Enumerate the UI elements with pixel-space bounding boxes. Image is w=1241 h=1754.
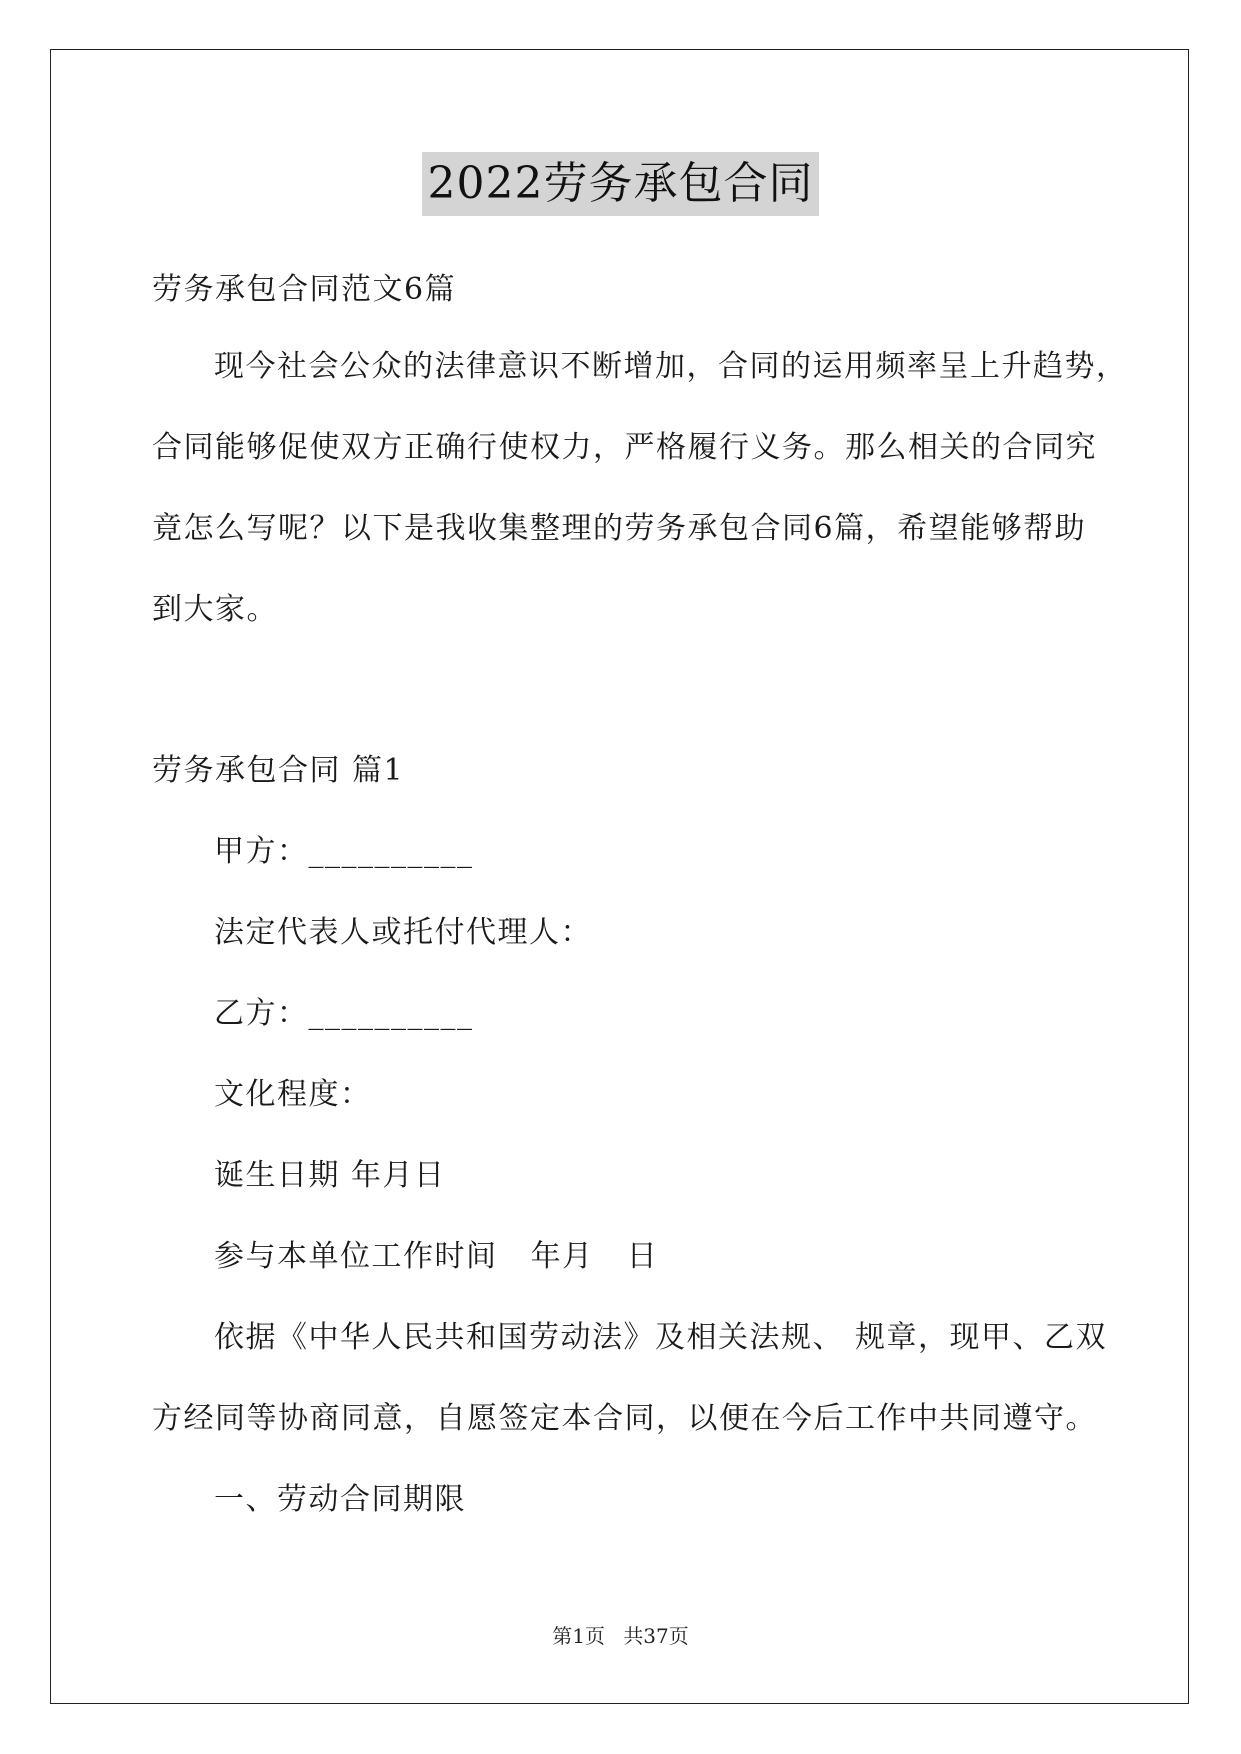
clause-1-heading: 一、劳动合同期限: [214, 1482, 466, 1517]
document-subtitle: 劳务承包合同范文6篇: [152, 272, 457, 307]
page-footer: [0, 1622, 1241, 1650]
page-number: 第1页: [552, 1624, 605, 1648]
field-education: 文化程度：: [214, 1077, 372, 1112]
field-party-a: 甲方：__________: [214, 834, 474, 869]
field-legal-representative: 法定代表人或托付代理人：: [214, 915, 592, 950]
section-heading: 劳务承包合同 篇1: [152, 753, 405, 788]
intro-line-1: 现今社会公众的法律意识不断增加，合同的运用频率呈上升趋势，: [214, 349, 1128, 384]
intro-line-4: 到大家。: [152, 592, 278, 627]
field-start-date: 参与本单位工作时间 年月 日: [214, 1239, 659, 1274]
intro-line-2: 合同能够促使双方正确行使权力，严格履行义务。那么相关的合同究: [152, 430, 1097, 465]
page-total: 共37页: [623, 1624, 689, 1648]
field-party-b: 乙方：__________: [214, 996, 474, 1031]
intro-line-3: 竟怎么写呢？以下是我收集整理的劳务承包合同6篇，希望能够帮助: [152, 511, 1087, 546]
document-title: 2022劳务承包合同: [422, 152, 820, 216]
basis-line-1: 依据《中华人民共和国劳动法》及相关法规、 规章，现甲、乙双: [214, 1320, 1108, 1355]
basis-line-2: 方经同等协商同意，自愿签定本合同，以便在今后工作中共同遵守。: [152, 1401, 1097, 1436]
field-birth-date: 诞生日期 年月日: [214, 1158, 446, 1193]
title-container: [0, 152, 1241, 216]
